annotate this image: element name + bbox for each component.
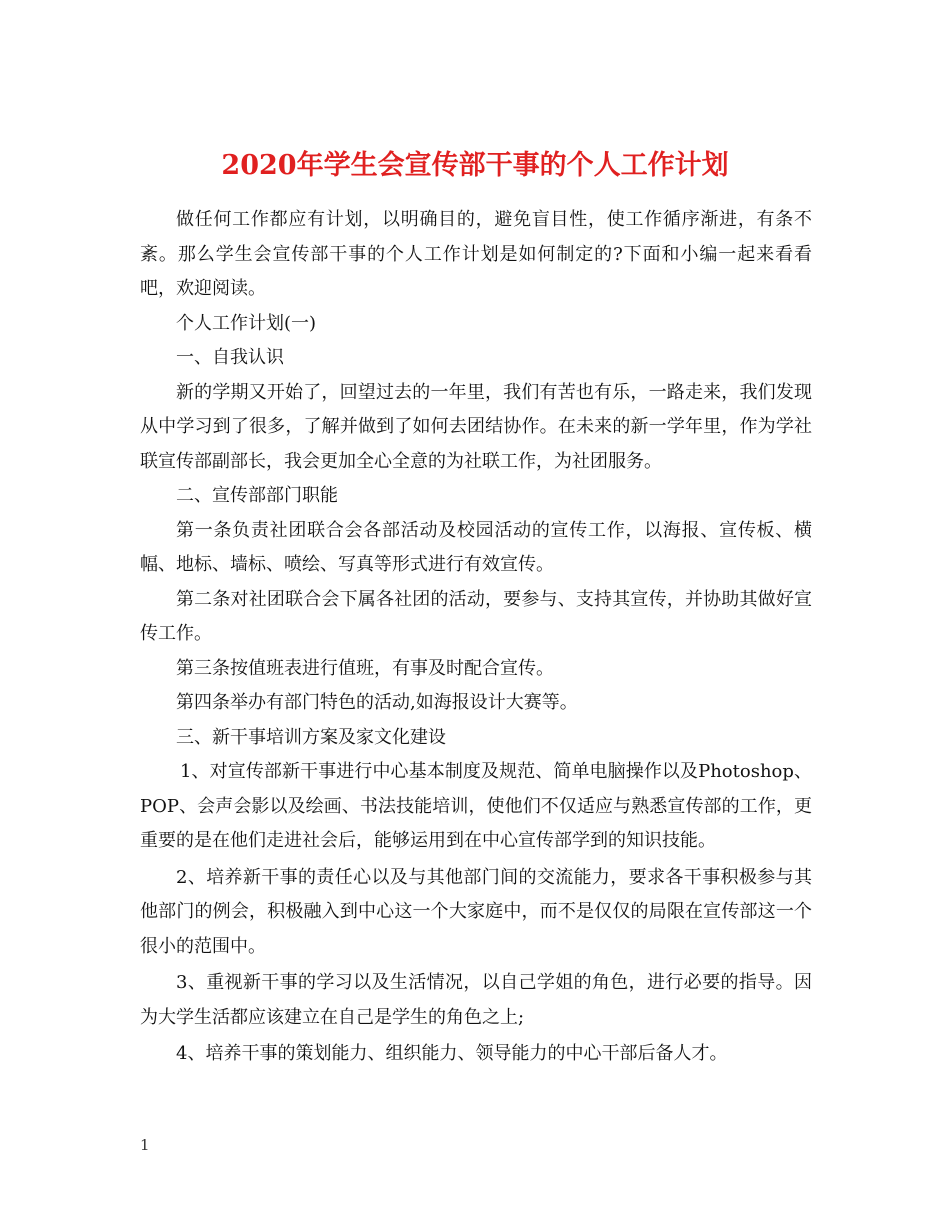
paragraph-article-four: 第四条举办有部门特色的活动,如海报设计大赛等。: [176, 692, 578, 713]
paragraph-training-item-two: 2、培养新干事的责任心以及与其他部门间的交流能力，要求各干事积极参与其他部门的例会，积极融入到中心这一个大家庭中，而不是仅仅的局限在宣传部这一个很小的范围中。: [140, 866, 812, 957]
paragraph-intro: 做任何工作都应有计划，以明确目的，避免盲目性，使工作循序渐进，有条不紊。那么学生会宣传部干事的个人工作计划是如何制定的?下面和小编一起来看看吧，欢迎阅读。: [140, 209, 812, 299]
section-heading-training-plan: 三、新干事培训方案及家文化建设: [176, 726, 446, 748]
paragraph-training-item-three: 3、重视新干事的学习以及生活情况，以自己学姐的角色，进行必要的指导。因为大学生活都应该建立在自己是学生的角色之上;: [140, 972, 812, 1028]
document-body: [140, 203, 812, 1072]
paragraph-article-one: 第一条负责社团联合会各部活动及校园活动的宣传工作，以海报、宣传板、横幅、地标、墙标、喷绘、写真等形式进行有效宣传。: [140, 519, 812, 575]
paragraph-article-two: 第二条对社团联合会下属各社团的活动，要参与、支持其宣传，并协助其做好宣传工作。: [140, 588, 812, 644]
section-heading-plan-one: 个人工作计划(一): [176, 312, 317, 334]
paragraph-article-three: 第三条按值班表进行值班，有事及时配合宣传。: [176, 657, 554, 679]
document-title: 2020年学生会宣传部干事的个人工作计划: [221, 150, 729, 182]
page-number: 1: [140, 1136, 150, 1154]
section-heading-department-functions: 二、宣传部部门职能: [176, 485, 338, 506]
paragraph-self-awareness: 新的学期又开始了，回望过去的一年里，我们有苦也有乐，一路走来，我们发现从中学习到了很多，了解并做到了如何去团结协作。在未来的新一学年里，作为学社联宣传部副部长，我会更加全心全意的为社联工作，为社团服务。: [140, 381, 812, 472]
paragraph-training-item-four: 4、培养干事的策划能力、组织能力、领导能力的中心干部后备人才。: [176, 1043, 728, 1064]
section-heading-self-awareness: 一、自我认识: [176, 347, 284, 368]
paragraph-training-item-one: 1、对宣传部新干事进行中心基本制度及规范、简单电脑操作以及Photoshop、POP、会声会影以及绘画、书法技能培训，使他们不仅适应与熟悉宣传部的工作，更重要的是在他们走进社会后，能够运用到在中心宣传部学到的知识技能。: [140, 761, 812, 851]
